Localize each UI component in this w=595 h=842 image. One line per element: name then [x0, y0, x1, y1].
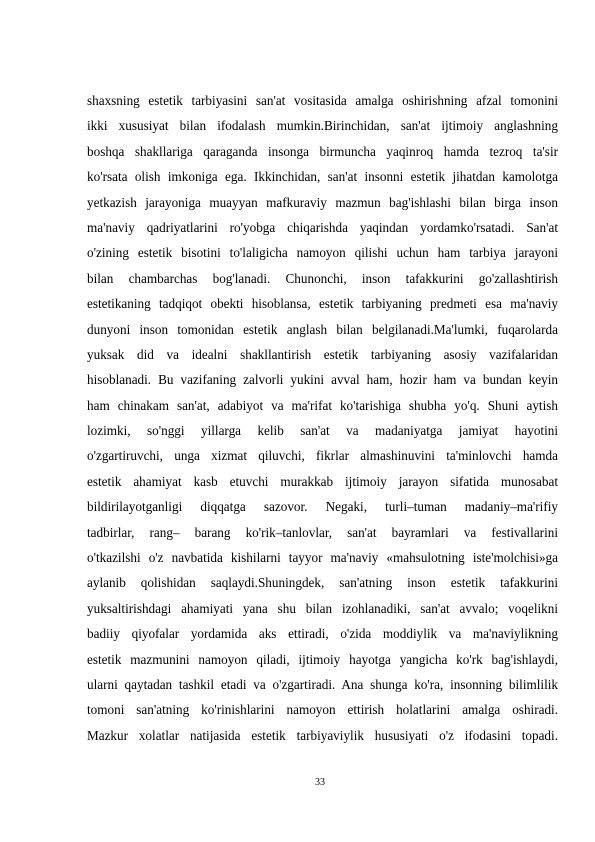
- text-line: tadbirlar, rang– barang ko'rik–tanlovlar, san'at bayramlari va festivallarini: [87, 524, 558, 540]
- text-line: o'zgartiruvchi, unga xizmat qiluvchi, fikrlar almashinuvini ta'minlovchi hamda: [87, 448, 558, 464]
- page-number: 33: [315, 777, 325, 788]
- text-line: o'tkazilshi o'z navbatida kishilarni tayyor ma'naviy «mahsulotning iste'molchisi»ga: [87, 550, 558, 566]
- text-line: hisoblanadi. Bu vazifaning zalvorli yukini avval ham, hozir ham va bundan keyin: [87, 372, 558, 388]
- text-line: ularni qaytadan tashkil etadi va o'zgartiradi. Ana shunga ko'ra, insonning bilimlilik: [87, 676, 558, 692]
- text-line: tomoni san'atning ko'rinishlarini namoyon ettirish holatlarini amalga oshiradi.: [87, 702, 558, 718]
- text-line: ko'rsata olish imkoniga ega. Ikkinchidan, san'at insonni estetik jihatdan kamolotga: [87, 169, 558, 185]
- text-line: ham chinakam san'at, adabiyot va ma'rifat ko'tarishiga shubha yo'q. Shuni aytish: [87, 397, 558, 413]
- text-line: yetkazish jarayoniga muayyan mafkuraviy mazmun bag'ishlashi bilan birga inson: [87, 194, 558, 210]
- text-line: shaxsning estetik tarbiyasini san'at vositasida amalga oshirishning afzal tomonini: [87, 93, 558, 108]
- text-line: dunyoni inson tomonidan estetik anglash bilan belgilanadi.Ma'lumki, fuqarolarda: [87, 321, 558, 337]
- text-line: lozimki, so'nggi yillarga kelib san'at va madaniyatga jamiyat hayotini: [87, 423, 558, 439]
- text-line: yuksaltirishdagi ahamiyati yana shu bilan izohlanadiki, san'at avvalo; voqelikni: [87, 600, 558, 616]
- text-line: o'zining estetik bisotini to'laligicha namoyon qilishi uchun ham tarbiya jarayoni: [87, 245, 558, 261]
- text-line: bildirilayotganligi diqqatga sazovor. Negaki, turli–tuman madaniy–ma'rifiy: [87, 499, 558, 515]
- text-line: estetikaning tadqiqot obekti hisoblansa, estetik tarbiyaning predmeti esa ma'naviy: [87, 296, 558, 312]
- text-line: badiiy qiyofalar yordamida aks ettiradi, o'zida moddiylik va ma'naviylikning: [87, 626, 558, 642]
- text-line: boshqa shakllariga qaraganda insonga birmuncha yaqinroq hamda tezroq ta'sir: [87, 143, 558, 159]
- text-line: estetik mazmunini namoyon qiladi, ijtimoiy hayotga yangicha ko'rk bag'ishlaydi,: [87, 651, 558, 667]
- body-paragraph: [87, 88, 558, 748]
- text-line: Mazkur xolatlar natijasida estetik tarbiyaviylik hususiyati o'z ifodasini topadi.: [87, 727, 558, 743]
- text-line: yuksak did va idealni shakllantirish estetik tarbiyaning asosiy vazifalaridan: [87, 346, 558, 362]
- text-line: ma'naviy qadriyatlarini ro'yobga chiqarishda yaqindan yordamko'rsatadi. San'at: [87, 219, 558, 235]
- text-line: estetik ahamiyat kasb etuvchi murakkab ijtimoiy jarayon sifatida munosabat: [87, 473, 558, 489]
- text-line: ikki xususiyat bilan ifodalash mumkin.Birinchidan, san'at ijtimoiy anglashning: [87, 118, 558, 134]
- text-line: aylanib qolishidan saqlaydi.Shuningdek, san'atning inson estetik tafakkurini: [87, 575, 558, 591]
- text-line: bilan chambarchas bog'lanadi. Chunonchi, inson tafakkurini go'zallashtirish: [87, 270, 558, 286]
